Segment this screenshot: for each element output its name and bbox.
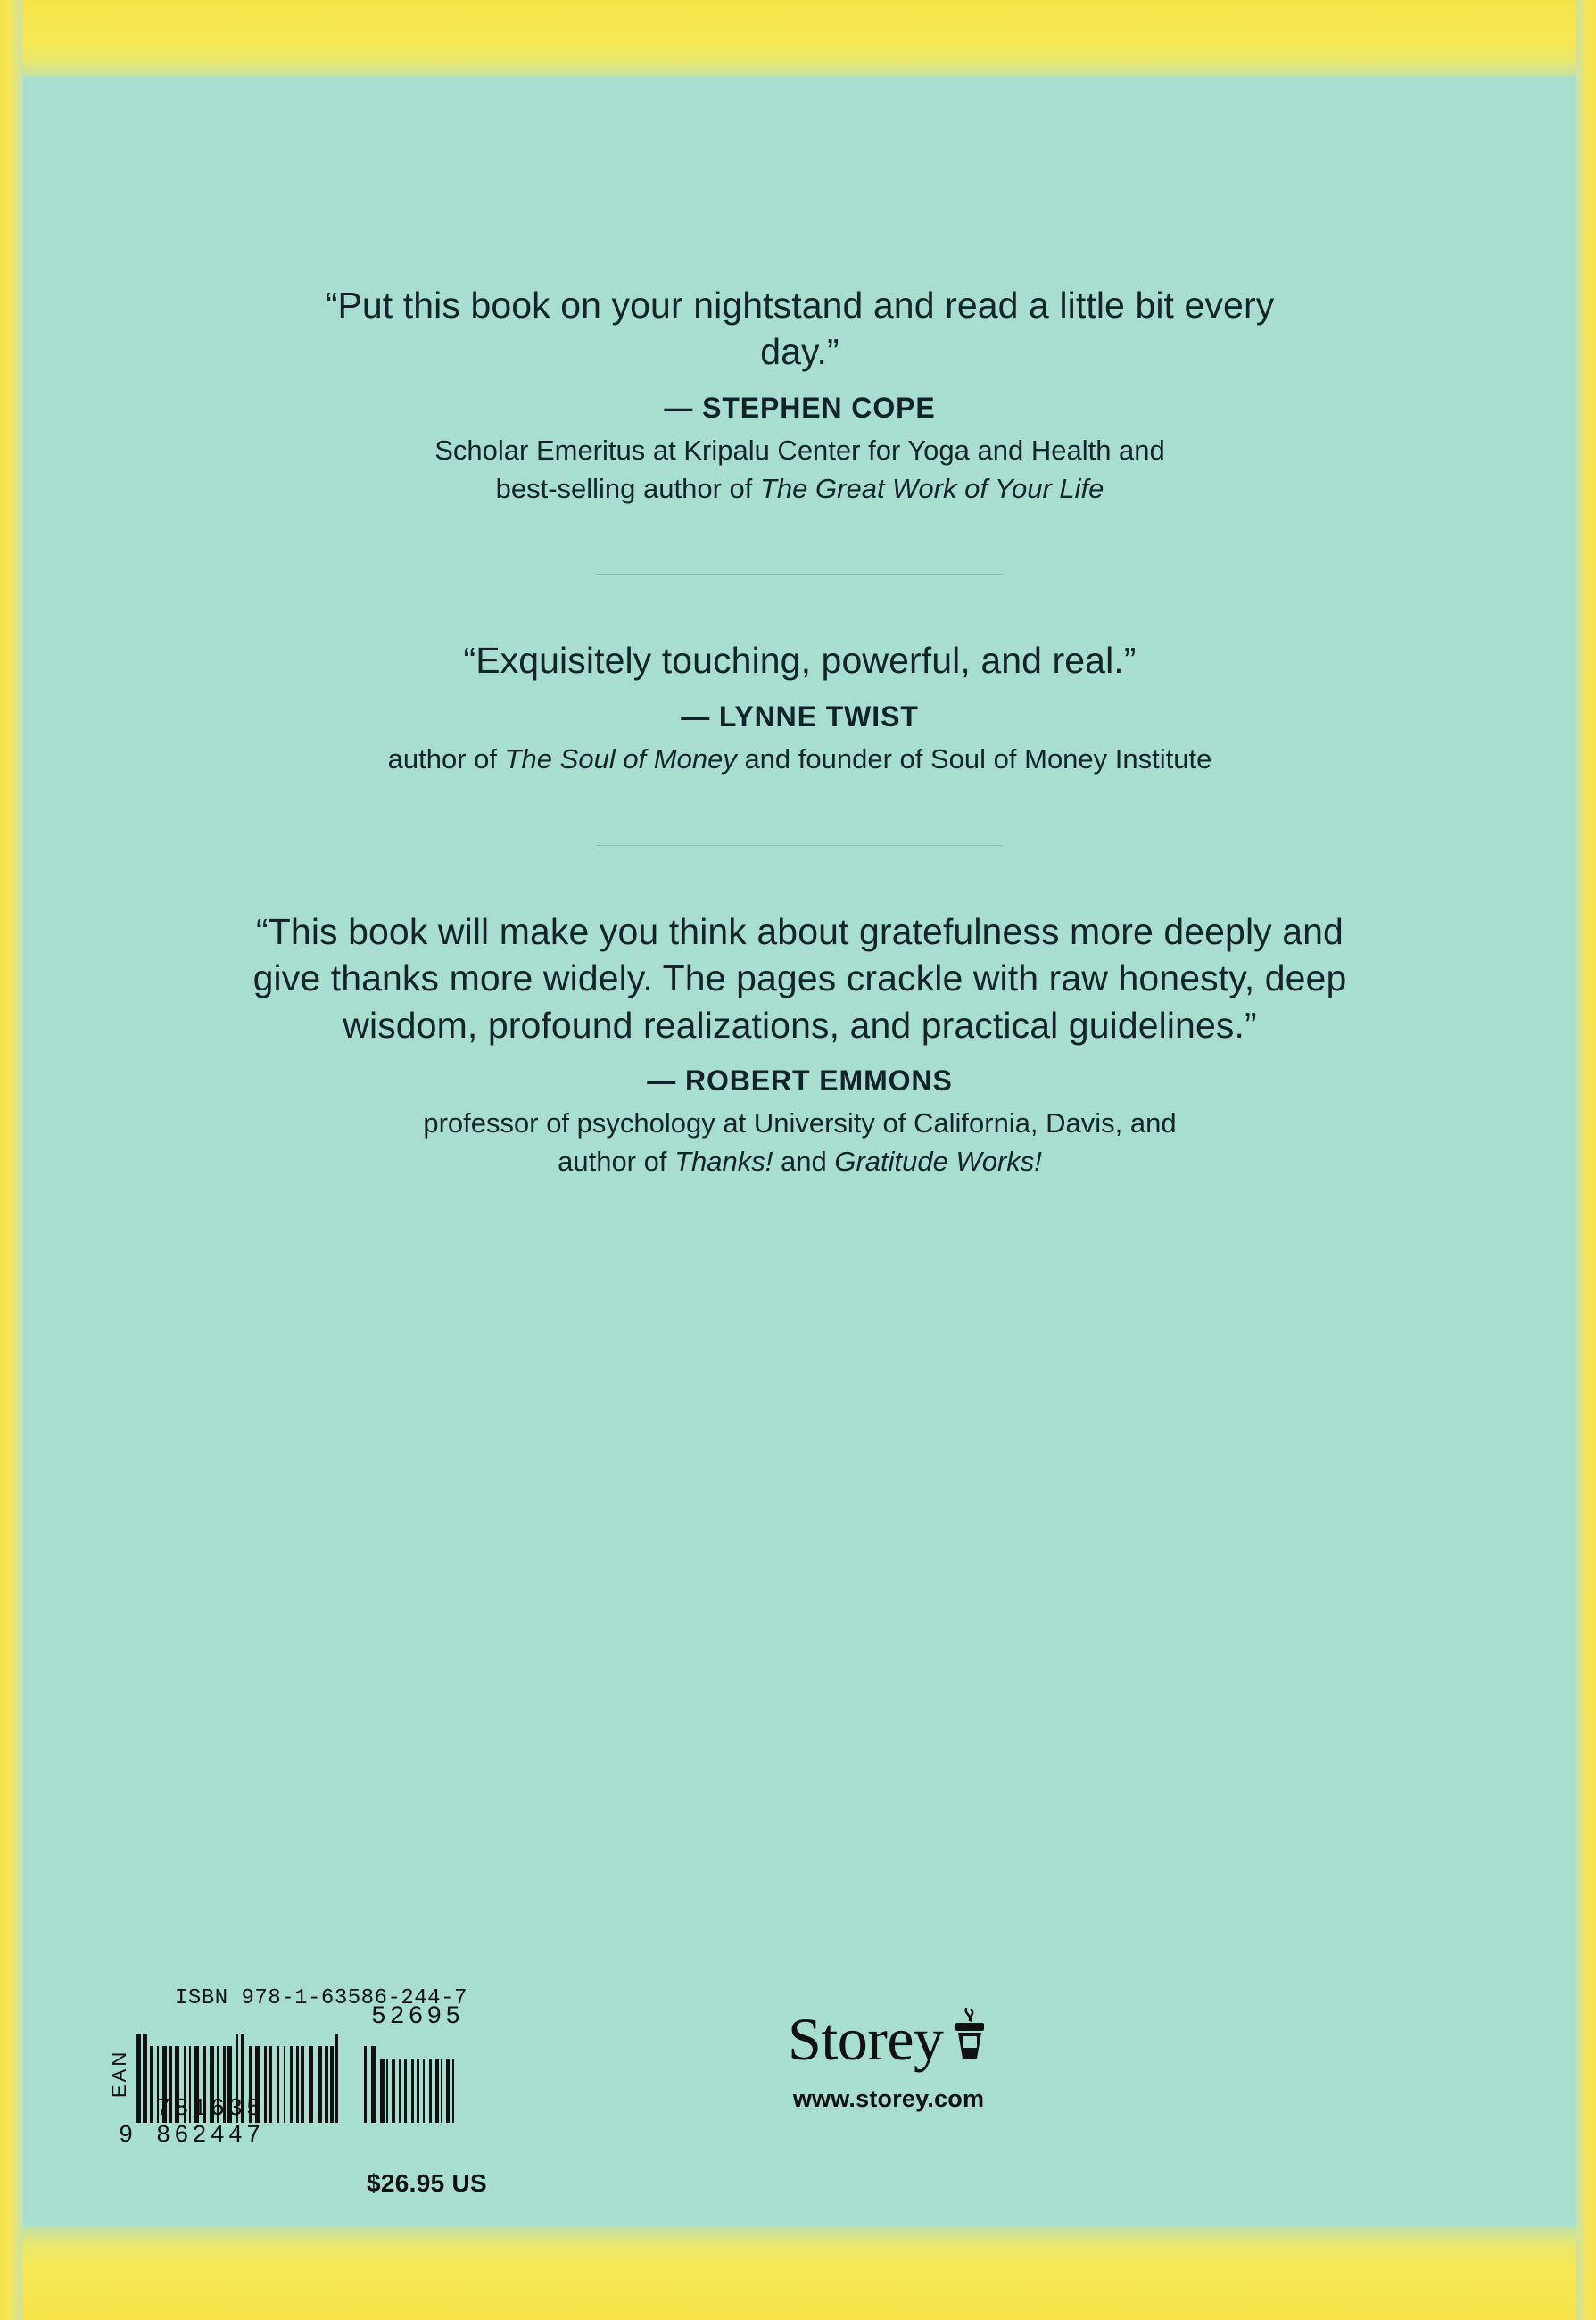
ean-label: EAN <box>108 2049 130 2098</box>
blurb-divider <box>597 574 1003 575</box>
cover-edge-top <box>0 0 1596 77</box>
cover-footer <box>23 1915 1576 2209</box>
blurb-quote: “Put this book on your nightstand and read a little bit every day.” <box>325 285 1275 373</box>
blurb-credit <box>243 741 1358 779</box>
barcode-digit-leading: 9 <box>119 2123 134 2150</box>
blurb-credit-prefix: author of <box>558 1145 675 1177</box>
blurb-credit-suffix: and founder of Soul of Money Institute <box>736 742 1212 775</box>
blurb-item <box>23 637 1576 778</box>
publisher-name: Storey <box>788 2005 944 2073</box>
publisher-url: www.storey.com <box>792 2085 985 2112</box>
barcode-digits: 781635 862447 <box>156 2096 265 2150</box>
blurb-credit-prefix: author of <box>387 742 505 775</box>
blurb-credit <box>243 432 1358 509</box>
blurb-credit-title-b: Gratitude Works! <box>834 1145 1042 1177</box>
blurb-credit-line-2: best-selling author of <box>495 472 760 504</box>
blurb-attribution: — STEPHEN COPE <box>664 391 936 424</box>
barcode-addon-digits: 52695 <box>371 2003 465 2031</box>
blurb-credit-line-1: professor of psychology at University of California, Davis, and <box>423 1107 1177 1139</box>
barcode-row <box>108 2003 608 2150</box>
cover-edge-left <box>0 0 23 2320</box>
price-label: $26.95 US <box>367 2169 488 2197</box>
cover-content <box>23 77 1576 2226</box>
barcode-addon-bars <box>364 2034 458 2123</box>
publisher-logo <box>701 2004 1076 2113</box>
storey-cup-icon <box>950 2007 989 2067</box>
blurb-credit-title-a: Thanks! <box>674 1145 773 1177</box>
blurb-list <box>23 77 1576 1181</box>
blurb-quote: “Exquisitely touching, powerful, and real.” <box>463 640 1137 682</box>
blurb-attribution: — ROBERT EMMONS <box>647 1065 953 1098</box>
blurb-item <box>23 282 1576 508</box>
isbn-text: ISBN 978-1-63586-244-7 <box>175 1986 467 2010</box>
blurb-credit-line-1: Scholar Emeritus at Kripalu Center for Yoga and Health and <box>434 434 1165 466</box>
cover-edge-right <box>1576 0 1596 2320</box>
blurb-item <box>23 908 1576 1181</box>
blurb-attribution: — LYNNE TWIST <box>681 700 919 733</box>
blurb-quote: “This book will make you think about gratefulness more deeply and give thanks more widely. The pages crackle with raw honesty, deep wisdom, profound realizations, and practical guidelines.” <box>252 910 1347 1046</box>
cover-edge-bottom <box>0 2226 1596 2320</box>
blurb-divider <box>597 845 1003 846</box>
barcode-addon <box>364 2003 465 2123</box>
blurb-credit-title: The Soul of Money <box>504 742 737 775</box>
blurb-credit-title: The Great Work of Your Life <box>760 472 1104 504</box>
blurb-credit <box>243 1105 1358 1181</box>
barcode-block <box>108 1986 608 2198</box>
blurb-credit-conjunction: and <box>773 1145 835 1177</box>
